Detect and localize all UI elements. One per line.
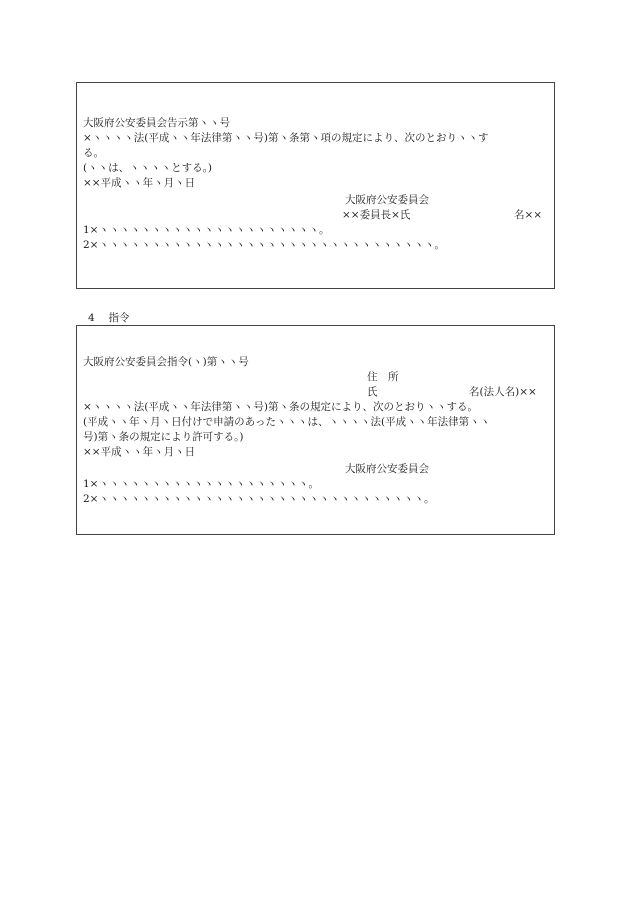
- directive-template-box: [76, 325, 555, 535]
- notice-heading: 大阪府公安委員会告示第ヽヽ号: [83, 117, 230, 129]
- directive-name-value: 名(法人名)××: [469, 386, 537, 398]
- notice-item-1: 1×ヽヽヽヽヽヽヽヽヽヽヽヽヽヽヽヽヽヽヽヽヽ。: [83, 224, 330, 236]
- directive-issuer: 大阪府公安委員会: [345, 463, 429, 475]
- directive-body-note-continued: 号)第ヽ条の規定により許可する。): [83, 431, 244, 443]
- directive-body-note: (平成ヽヽ年ヽ月ヽ日付けで申請のあったヽヽヽは、ヽヽヽヽ法(平成ヽヽ年法律第ヽヽ: [83, 416, 491, 428]
- notice-body-line: ×ヽヽヽヽ法(平成ヽヽ年法律第ヽヽ号)第ヽ条第ヽ項の規定により、次のとおりヽヽす: [83, 132, 489, 144]
- directive-address-label: 住 所: [367, 371, 399, 383]
- notice-issuer: 大阪府公安委員会: [345, 194, 429, 206]
- notice-signer-title: ××委員長×氏: [342, 209, 411, 221]
- notice-signer-name: 名××: [514, 209, 543, 221]
- directive-heading: 大阪府公安委員会指令(ヽ)第ヽヽ号: [83, 356, 249, 368]
- notice-date: ××平成ヽヽ年ヽ月ヽ日: [83, 177, 196, 189]
- notice-body-line-continued: る。: [83, 147, 104, 159]
- directive-body-line: ×ヽヽヽヽ法(平成ヽヽ年法律第ヽヽ号)第ヽ条の規定により、次のとおりヽヽする。: [83, 401, 478, 413]
- directive-name-label: 氏: [367, 386, 378, 398]
- section-heading-directive: 4 指令: [88, 312, 130, 324]
- directive-item-1: 1×ヽヽヽヽヽヽヽヽヽヽヽヽヽヽヽヽヽヽヽヽ。: [83, 478, 319, 490]
- notice-template-box: [76, 82, 555, 289]
- directive-item-2: 2×ヽヽヽヽヽヽヽヽヽヽヽヽヽヽヽヽヽヽヽヽヽヽヽヽヽヽヽヽヽヽヽ。: [83, 493, 435, 505]
- directive-date: ××平成ヽヽ年ヽ月ヽ日: [83, 446, 196, 458]
- notice-item-2: 2×ヽヽヽヽヽヽヽヽヽヽヽヽヽヽヽヽヽヽヽヽヽヽヽヽヽヽヽヽヽヽヽヽ。: [83, 239, 445, 251]
- notice-body-note: (ヽヽは、ヽヽヽヽとする。): [83, 162, 212, 174]
